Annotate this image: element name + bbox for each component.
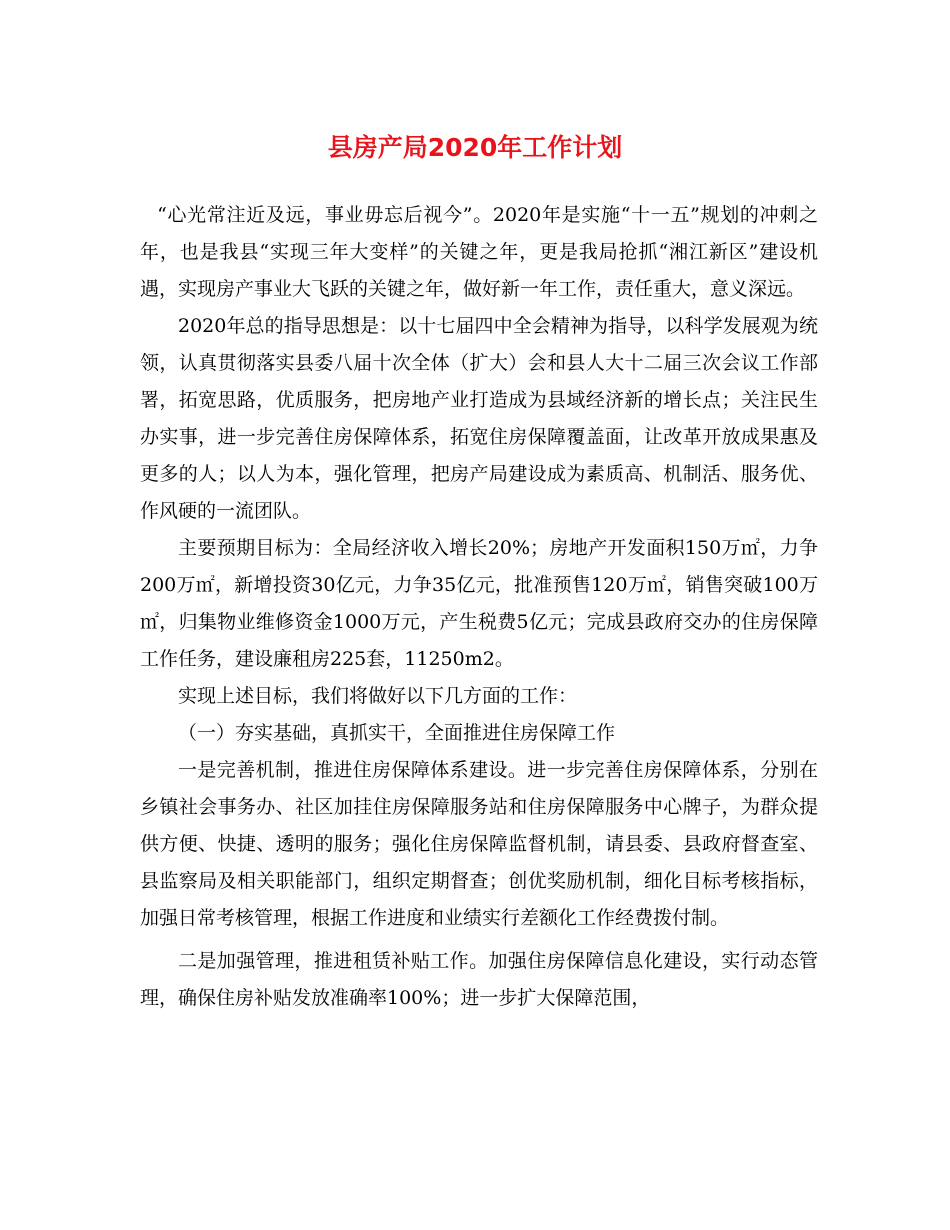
- document-title: 县房产局2020年工作计划: [327, 133, 623, 162]
- document-body: [140, 197, 818, 1017]
- paragraph-intro: “心光常注近及远，事业毋忘后视今”。2020年是实施“十一五”规划的冲刺之年，也是我县“实现三年大变样”的关键之年，更是我局抢抓“湘江新区”建设机遇，实现房产事业大飞跃的关键之年，做好新一年工作，责任重大，意义深远。: [140, 204, 818, 300]
- section-heading-1: （一）夯实基础，真抓实干，全面推进住房保障工作: [178, 722, 616, 744]
- paragraph-targets: 主要预期目标为：全局经济收入增长20%；房地产开发面积150万㎡，力争200万㎡，新增投资30亿元，力争35亿元，批准预售120万㎡，销售突破100万㎡，归集物业维修资金1000万元，产生税费5亿元；完成县政府交办的住房保障工作任务，建设廉租房225套，11250m2。: [140, 537, 818, 670]
- paragraph-management: 二是加强管理，推进租赁补贴工作。加强住房保障信息化建设，实行动态管理，确保住房补贴发放准确率100%；进一步扩大保障范围，: [140, 950, 818, 1009]
- paragraph-mechanism: 一是完善机制，推进住房保障体系建设。进一步完善住房保障体系，分别在乡镇社会事务办、社区加挂住房保障服务站和住房保障服务中心牌子，为群众提供方便、快捷、透明的服务；强化住房保障监督机制，请县委、县政府督查室、县监察局及相关职能部门，组织定期督查；创优奖励机制，细化目标考核指标，加强日常考核管理，根据工作进度和业绩实行差额化工作经费拨付制。: [140, 759, 818, 929]
- paragraph-guiding-thought: 2020年总的指导思想是：以十七届四中全会精神为指导，以科学发展观为统领，认真贯彻落实县委八届十次全体（扩大）会和县人大十二届三次会议工作部署，拓宽思路，优质服务，把房地产业打造成为县域经济新的增长点；关注民生办实事，进一步完善住房保障体系，拓宽住房保障覆盖面，让改革开放成果惠及更多的人；以人为本，强化管理，把房产局建设成为素质高、机制活、服务优、作风硬的一流团队。: [140, 315, 818, 522]
- paragraph-transition: 实现上述目标，我们将做好以下几方面的工作：: [178, 685, 578, 707]
